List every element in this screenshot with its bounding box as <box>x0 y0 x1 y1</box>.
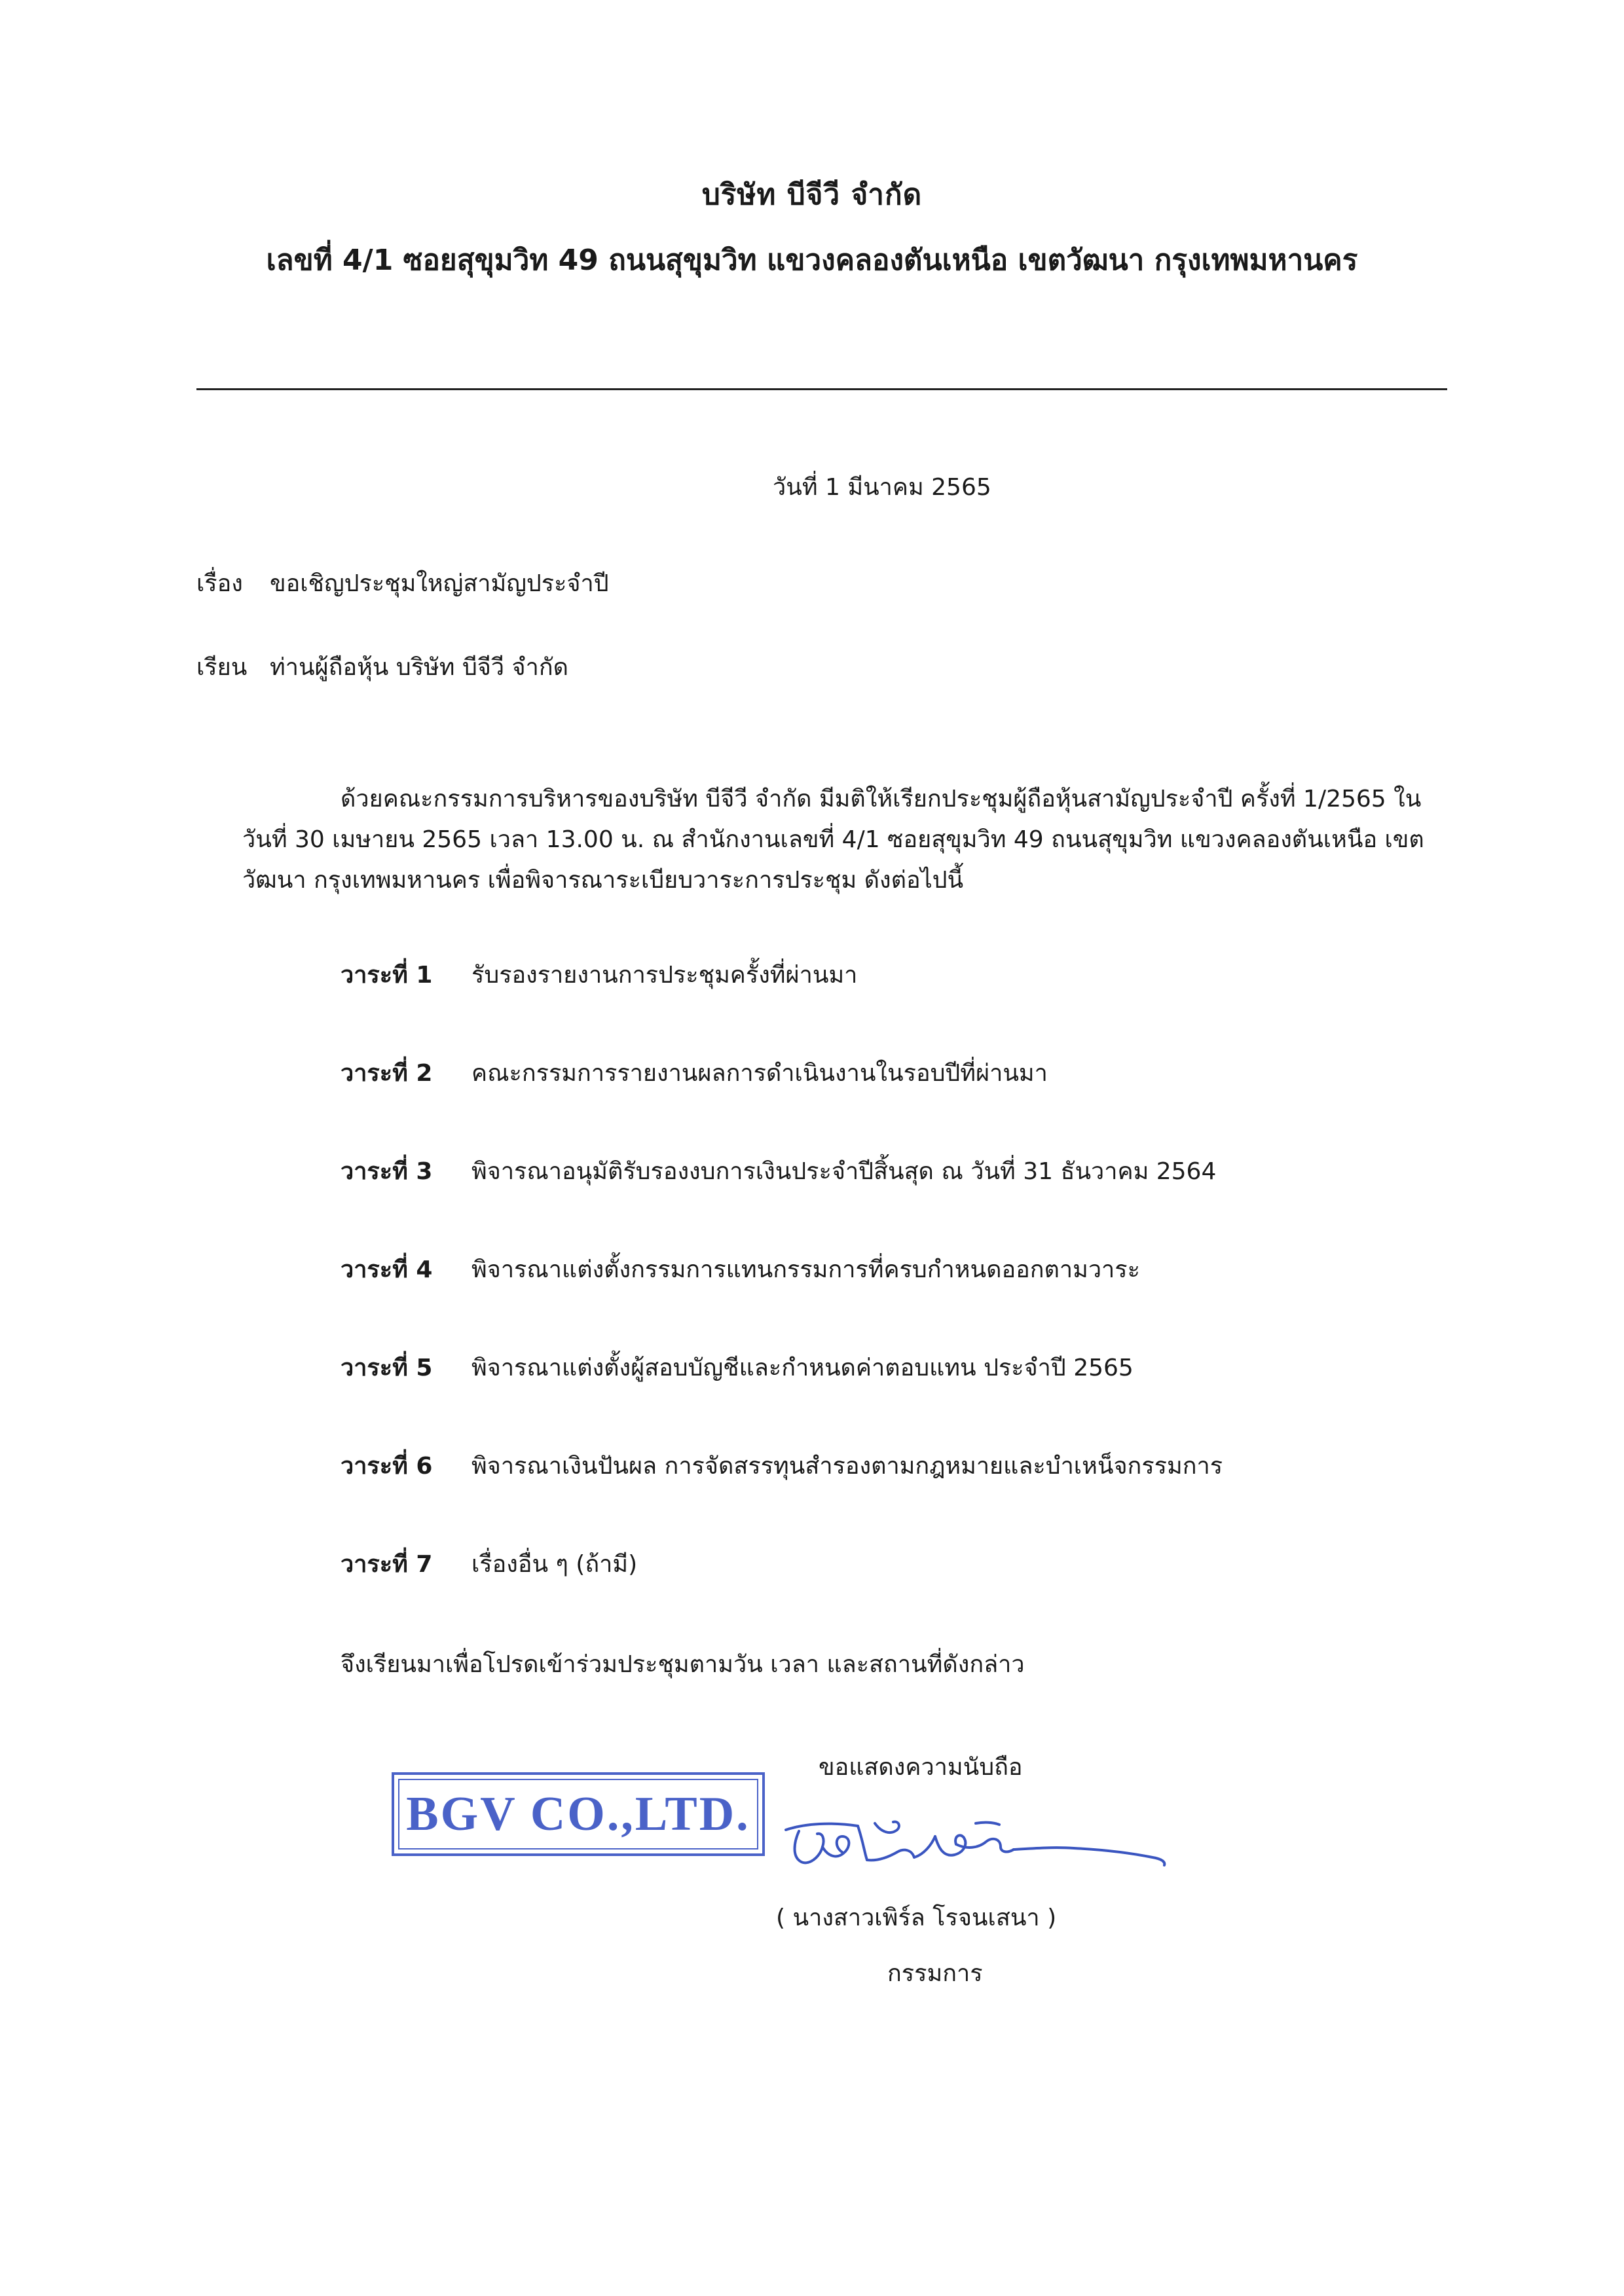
agenda-text: พิจารณาแต่งตั้งกรรมการแทนกรรมการที่ครบกำหนดออกตามวาระ <box>471 1256 1140 1283</box>
body-paragraph <box>242 779 1486 901</box>
body-line: วันที่ 30 เมษายน 2565 เวลา 13.00 น. ณ สำนักงานเลขที่ 4/1 ซอยสุขุมวิท 49 ถนนสุขุมวิท แขวงคลองตันเหนือ เขต <box>242 826 1424 853</box>
handwritten-signature <box>760 1784 1179 1882</box>
agenda-label: วาระที่ 7 <box>341 1551 433 1578</box>
company-address: เลขที่ 4/1 ซอยสุขุมวิท 49 ถนนสุขุมวิท แขวงคลองตันเหนือ เขตวัฒนา กรุงเทพมหานคร <box>266 244 1358 277</box>
agenda-list <box>341 956 1454 1643</box>
regards-text: ขอแสดงความนับถือ <box>819 1754 1023 1781</box>
agenda-label: วาระที่ 5 <box>341 1355 433 1381</box>
signer-name: ( นางสาวเพิร์ล โรจนเสนา ) <box>776 1904 1057 1931</box>
agenda-label: วาระที่ 3 <box>341 1158 433 1185</box>
agenda-item <box>341 956 1454 1054</box>
subject-text: ขอเชิญประชุมใหญ่สามัญประจำปี <box>270 570 609 597</box>
company-name: บริษัท บีจีวี จำกัด <box>701 178 923 211</box>
closing-sentence: จึงเรียนมาเพื่อโปรดเข้าร่วมประชุมตามวัน เวลา และสถานที่ดังกล่าว <box>341 1651 1025 1678</box>
body-line: ด้วยคณะกรรมการบริหารของบริษัท บีจีวี จำกัด มีมติให้เรียกประชุมผู้ถือหุ้นสามัญประจำปี ครั้งที่ 1/2565 ใน <box>341 786 1422 812</box>
agenda-item <box>341 1349 1454 1447</box>
agenda-item <box>341 1054 1454 1152</box>
recipient-label: เรียน <box>196 654 248 681</box>
agenda-text: พิจารณาอนุมัติรับรองงบการเงินประจำปีสิ้นสุด ณ วันที่ 31 ธันวาคม 2564 <box>471 1158 1217 1185</box>
stamp-text: BGV CO.,LTD. <box>406 1787 750 1841</box>
body-line: วัฒนา กรุงเทพมหานคร เพื่อพิจารณาระเบียบวาระการประชุม ดังต่อไปนี้ <box>242 867 964 894</box>
company-stamp <box>392 1772 765 1856</box>
agenda-text: พิจารณาแต่งตั้งผู้สอบบัญชีและกำหนดค่าตอบแทน ประจำปี 2565 <box>471 1355 1134 1381</box>
agenda-item <box>341 1447 1454 1545</box>
agenda-text: รับรองรายงานการประชุมครั้งที่ผ่านมา <box>471 962 858 989</box>
agenda-item <box>341 1250 1454 1349</box>
agenda-label: วาระที่ 6 <box>341 1453 433 1480</box>
subject-label: เรื่อง <box>196 570 243 597</box>
letter-date: วันที่ 1 มีนาคม 2565 <box>773 474 991 501</box>
recipient-text: ท่านผู้ถือหุ้น บริษัท บีจีวี จำกัด <box>270 654 569 681</box>
agenda-label: วาระที่ 1 <box>341 962 433 989</box>
stamp-inner-border <box>398 1779 758 1850</box>
header-divider <box>196 388 1447 390</box>
agenda-label: วาระที่ 4 <box>341 1256 433 1283</box>
agenda-item <box>341 1152 1454 1250</box>
agenda-label: วาระที่ 2 <box>341 1060 433 1087</box>
agenda-text: พิจารณาเงินปันผล การจัดสรรทุนสำรองตามกฎหมายและบำเหน็จกรรมการ <box>471 1453 1223 1480</box>
signer-title: กรรมการ <box>887 1960 983 1987</box>
agenda-item <box>341 1545 1454 1643</box>
agenda-text: เรื่องอื่น ๆ (ถ้ามี) <box>471 1551 638 1578</box>
agenda-text: คณะกรรมการรายงานผลการดำเนินงานในรอบปีที่ผ่านมา <box>471 1060 1048 1087</box>
